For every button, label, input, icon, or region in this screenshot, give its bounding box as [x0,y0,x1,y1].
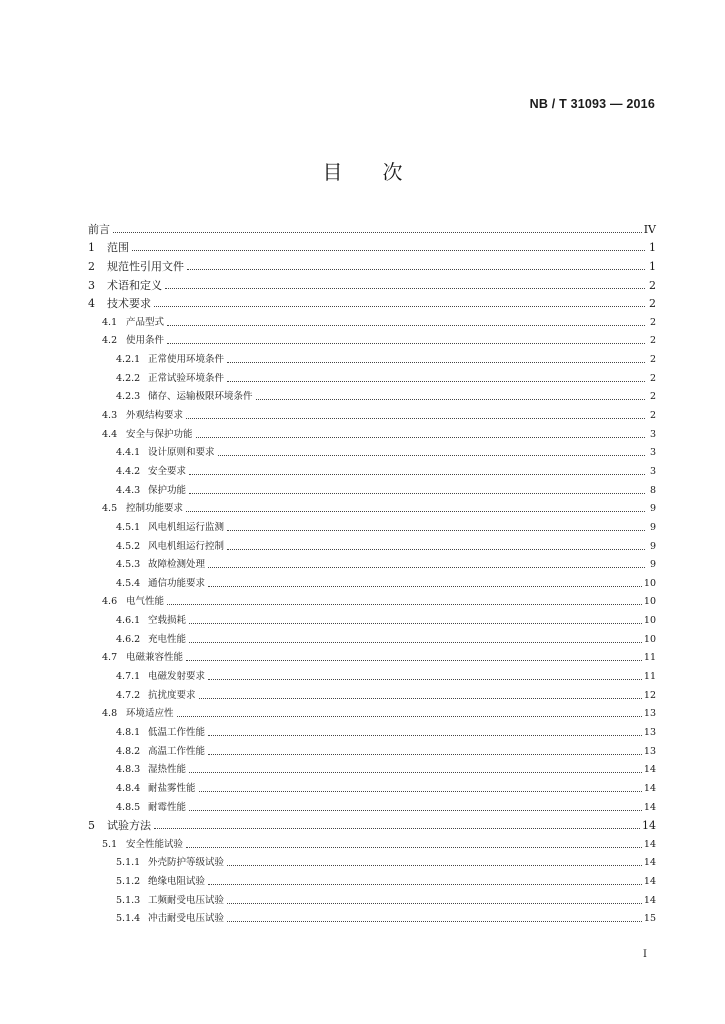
toc-entry-label: 设计原则和要求 [148,447,215,459]
toc-entry-number: 4.1 [102,316,118,328]
toc-entry-number: 4.5.2 [116,540,141,552]
toc-entry-number: 3 [88,278,95,292]
toc-entry[interactable] [88,796,656,815]
dot-leader [186,846,642,848]
toc-entry-label: 绝缘电阻试验 [148,876,206,888]
toc-entry-page: 8 [649,484,656,496]
toc-entry-number: 4.8.3 [116,764,141,776]
dot-leader [199,697,642,699]
dot-leader [189,473,645,475]
toc-entry-label: 范围 [107,241,129,255]
toc-entry[interactable] [88,237,656,256]
page-title [0,156,725,185]
toc-entry[interactable] [88,404,656,423]
dot-leader [189,492,645,494]
toc-entry-label: 规范性引用文件 [107,259,184,273]
toc-entry-label: 保护功能 [148,484,187,496]
toc-entry-page: 14 [642,819,656,833]
toc-entry-number: 4.6 [102,596,118,608]
toc-entry[interactable] [88,833,656,852]
toc-entry-number: 4 [88,297,95,311]
toc-entry[interactable] [88,516,656,535]
toc-entry[interactable] [88,255,656,274]
toc-entry-number: 4.4 [102,428,118,440]
toc-entry-label: 储存、运输极限环境条件 [148,391,253,403]
toc-entry-page: IV [643,222,656,236]
toc-entry-page: 10 [643,633,656,645]
toc-entry[interactable] [88,367,656,386]
toc-entry[interactable] [88,740,656,759]
toc-entry-number: 4.2.1 [116,354,141,366]
toc-entry-number: 4.4.3 [116,484,141,496]
toc-entry-page: 12 [643,689,656,701]
toc-entry[interactable] [88,330,656,349]
dot-leader [189,771,642,773]
toc-entry[interactable] [88,759,656,778]
toc-entry-page: 10 [643,615,656,627]
toc-entry-number: 4.8 [102,708,118,720]
toc-entry-label: 高温工作性能 [148,745,206,757]
toc-title-text: 目 次 [322,160,403,184]
toc-entry-label: 试验方法 [107,819,151,833]
toc-entry-number: 5.1.4 [116,913,141,925]
dot-leader [227,902,642,904]
toc-entry-number: 4.2.2 [116,372,141,384]
table-of-contents [88,218,656,926]
toc-entry[interactable] [88,609,656,628]
toc-entry-number: 4.5.4 [116,577,141,589]
toc-entry-number: 4.8.5 [116,801,141,813]
toc-entry-page: 9 [649,521,656,533]
toc-entry-label: 环境适应性 [126,708,174,720]
toc-entry-label: 前言 [88,222,110,236]
toc-entry-number: 1 [88,241,95,255]
toc-entry-label: 工频耐受电压试验 [148,894,225,906]
toc-entry-label: 电磁发射要求 [148,671,206,683]
dot-leader [208,753,642,755]
toc-entry-number: 4.7.2 [116,689,141,701]
toc-entry-label: 抗扰度要求 [148,689,196,701]
toc-entry-page: 3 [649,428,656,440]
toc-entry-page: 3 [649,465,656,477]
toc-entry[interactable] [88,777,656,796]
dot-leader [208,678,642,680]
toc-entry-page: 2 [649,372,656,384]
toc-entry-label: 控制功能要求 [126,503,184,515]
toc-entry[interactable] [88,852,656,871]
toc-entry[interactable] [88,684,656,703]
toc-entry[interactable] [88,442,656,461]
toc-entry-page: 2 [649,335,656,347]
toc-entry-number: 4.6.2 [116,633,141,645]
toc-entry-label: 通信功能要求 [148,577,206,589]
toc-entry[interactable] [88,572,656,591]
toc-entry-label: 使用条件 [126,335,165,347]
toc-entry-label: 风电机组运行控制 [148,540,225,552]
dot-leader [165,287,645,289]
toc-entry-page: 14 [643,894,656,906]
toc-entry-page: 13 [643,726,656,738]
dot-leader [227,529,645,531]
toc-entry[interactable] [88,908,656,927]
dot-leader [167,603,642,605]
toc-entry-number: 4.8.2 [116,745,141,757]
toc-entry-page: 2 [649,391,656,403]
dot-leader [227,361,645,363]
toc-entry-page: 9 [649,503,656,515]
dot-leader [189,641,642,643]
toc-entry-label: 正常使用环境条件 [148,354,225,366]
toc-entry-label: 安全与保护功能 [126,428,193,440]
toc-entry-number: 4.8.4 [116,782,141,794]
toc-entry-label: 充电性能 [148,633,187,645]
toc-entry[interactable] [88,870,656,889]
toc-entry-number: 4.4.2 [116,465,141,477]
toc-entry-number: 4.5.3 [116,559,141,571]
toc-entry-label: 故障检测处理 [148,559,206,571]
toc-entry-label: 湿热性能 [148,764,187,776]
toc-entry-page: 11 [643,652,656,664]
toc-entry-label: 空载损耗 [148,615,187,627]
toc-entry[interactable] [88,348,656,367]
dot-leader [154,827,640,829]
dot-leader [189,622,642,624]
toc-entry[interactable] [88,889,656,908]
toc-entry[interactable] [88,311,656,330]
dot-leader [218,454,645,456]
toc-entry-label: 外观结构要求 [126,410,184,422]
dot-leader [227,380,645,382]
toc-entry-number: 5.1.3 [116,894,141,906]
toc-entry-page: 14 [643,838,656,850]
toc-entry[interactable] [88,479,656,498]
dot-leader [199,790,642,792]
toc-entry-number: 5.1 [102,838,118,850]
toc-entry[interactable] [88,293,656,312]
toc-entry-page: 2 [649,297,656,311]
toc-entry-page: 14 [643,764,656,776]
toc-entry-page: 2 [649,316,656,328]
toc-entry-label: 技术要求 [107,297,151,311]
document-code: NB / T 31093 — 2016 [529,97,655,111]
toc-entry-label: 安全性能试验 [126,838,184,850]
toc-entry[interactable] [88,218,656,237]
toc-entry[interactable] [88,628,656,647]
dot-leader [227,920,642,922]
toc-entry[interactable] [88,535,656,554]
toc-entry-label: 电气性能 [126,596,165,608]
toc-entry-number: 4.7.1 [116,671,141,683]
toc-entry[interactable] [88,647,656,666]
dot-leader [186,659,642,661]
toc-entry-number: 4.8.1 [116,726,141,738]
dot-leader [154,305,645,307]
toc-entry-page: 10 [643,577,656,589]
toc-entry-page: 14 [643,782,656,794]
toc-entry[interactable] [88,591,656,610]
dot-leader [167,324,645,326]
dot-leader [189,809,642,811]
toc-entry[interactable] [88,554,656,573]
toc-entry-number: 4.2 [102,335,118,347]
toc-entry-page: 9 [649,540,656,552]
dot-leader [227,864,642,866]
dot-leader [113,231,642,233]
toc-entry-number: 4.5 [102,503,118,515]
toc-entry-number: 5 [88,819,95,833]
toc-entry-number: 4.5.1 [116,521,141,533]
dot-leader [177,715,642,717]
toc-entry-number: 2 [88,259,95,273]
dot-leader [167,342,645,344]
toc-entry[interactable] [88,498,656,517]
dot-leader [208,883,642,885]
toc-entry-number: 4.3 [102,410,118,422]
toc-entry-page: 13 [643,708,656,720]
toc-entry-label: 低温工作性能 [148,726,206,738]
toc-entry-label: 产品型式 [126,316,165,328]
dot-leader [187,268,645,270]
toc-entry-label: 耐霉性能 [148,801,187,813]
dot-leader [186,417,645,419]
dot-leader [186,510,645,512]
dot-leader [132,249,645,251]
toc-entry-page: 15 [643,913,656,925]
toc-entry[interactable] [88,274,656,293]
toc-entry-label: 术语和定义 [107,278,162,292]
toc-entry-label: 电磁兼容性能 [126,652,184,664]
toc-entry-page: 10 [643,596,656,608]
toc-entry-number: 4.7 [102,652,118,664]
toc-entry-number: 4.6.1 [116,615,141,627]
toc-entry-label: 耐盐雾性能 [148,782,196,794]
dot-leader [208,734,642,736]
toc-entry[interactable] [88,460,656,479]
toc-entry-label: 安全要求 [148,465,187,477]
toc-entry-label: 风电机组运行监测 [148,521,225,533]
toc-entry[interactable] [88,423,656,442]
toc-entry-page: 13 [643,745,656,757]
dot-leader [196,436,645,438]
toc-entry[interactable] [88,703,656,722]
toc-entry-page: 3 [649,447,656,459]
toc-entry-label: 外壳防护等级试验 [148,857,225,869]
toc-entry-label: 冲击耐受电压试验 [148,913,225,925]
toc-entry-page: 1 [649,241,656,255]
toc-entry-number: 5.1.2 [116,876,141,888]
toc-entry-number: 5.1.1 [116,857,141,869]
toc-entry[interactable] [88,665,656,684]
toc-entry-page: 14 [643,801,656,813]
toc-entry-label: 正常试验环境条件 [148,372,225,384]
toc-entry-page: 14 [643,876,656,888]
dot-leader [208,566,645,568]
toc-entry-page: 2 [649,354,656,366]
toc-entry[interactable] [88,386,656,405]
toc-entry-page: 9 [649,559,656,571]
toc-entry-page: 14 [643,857,656,869]
dot-leader [208,585,642,587]
toc-entry-page: 2 [649,410,656,422]
toc-entry[interactable] [88,721,656,740]
dot-leader [256,398,645,400]
toc-entry-page: 2 [649,278,656,292]
dot-leader [227,548,645,550]
toc-entry-page: 11 [643,671,656,683]
toc-entry[interactable] [88,815,656,834]
page-number: I [643,949,647,960]
toc-entry-number: 4.2.3 [116,391,141,403]
toc-entry-number: 4.4.1 [116,447,141,459]
toc-entry-page: 1 [649,259,656,273]
